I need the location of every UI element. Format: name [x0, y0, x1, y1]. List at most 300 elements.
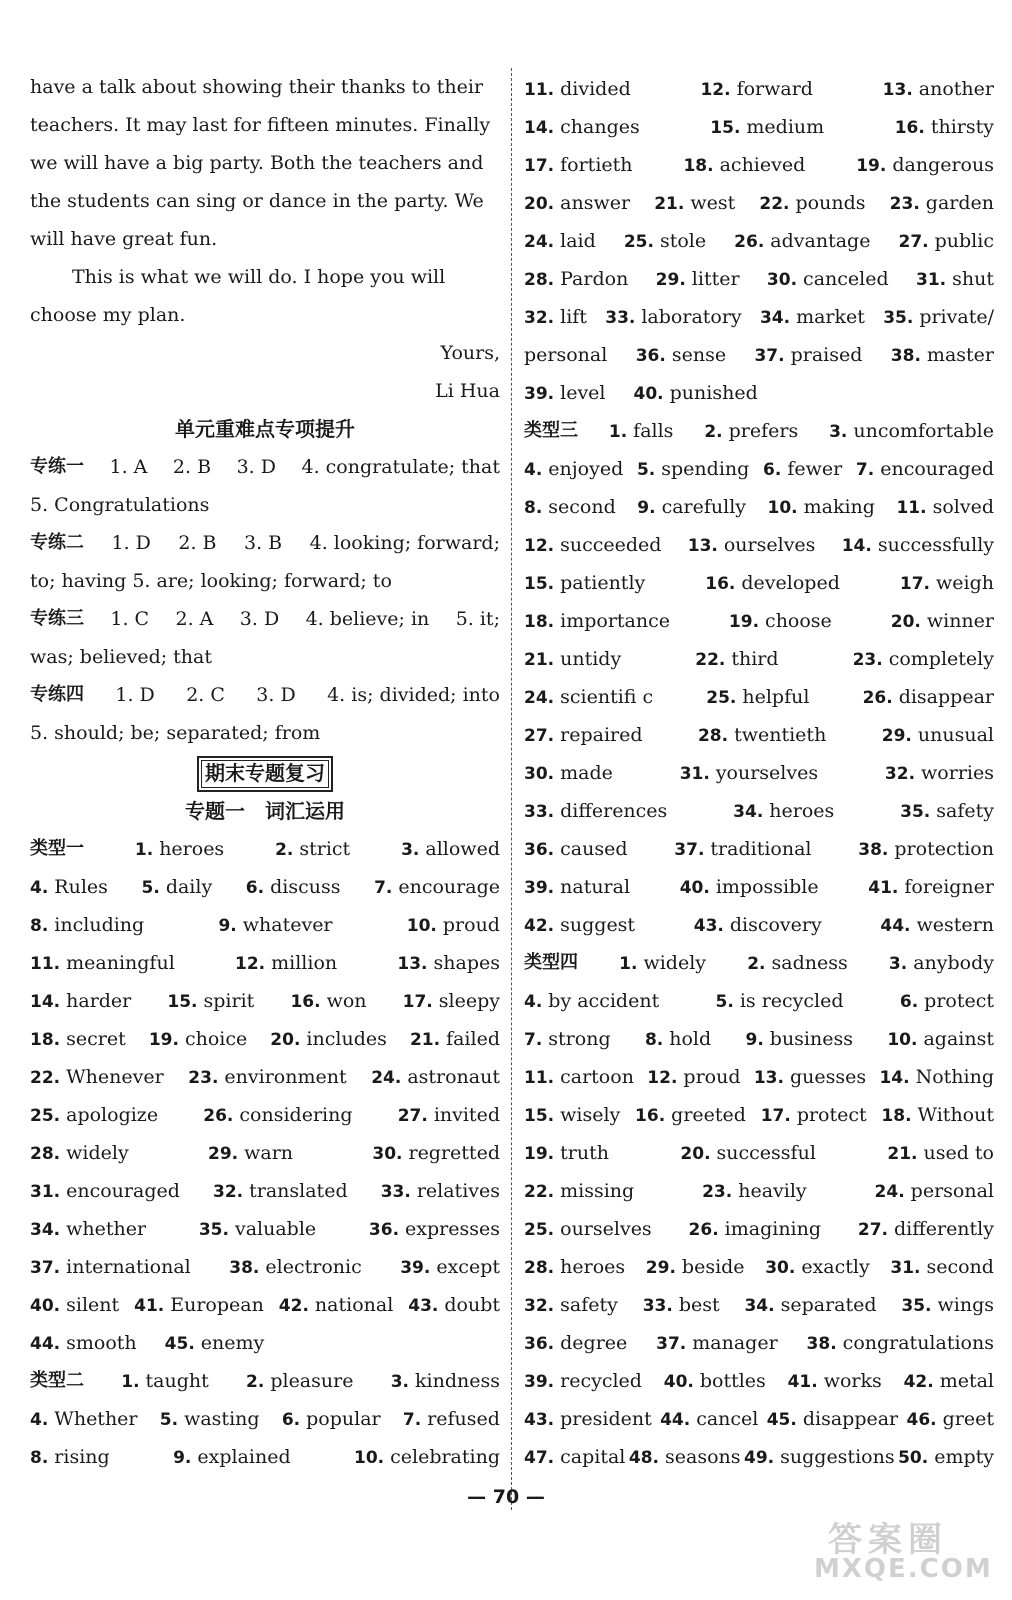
answer-word: congratulations: [842, 1332, 994, 1354]
answer-word: patiently: [560, 572, 646, 594]
answer-word: laboratory: [641, 306, 742, 328]
answer-number: 4.: [30, 1410, 49, 1430]
answer-item: [524, 1438, 625, 1476]
answer-number: 5.: [636, 460, 656, 480]
answer-item: [680, 1134, 816, 1172]
answer-number: 40.: [633, 384, 664, 404]
answer-number: 21.: [887, 1144, 918, 1164]
answer-number: 39.: [524, 878, 555, 898]
answer-number: 40.: [663, 1372, 694, 1392]
letter-line: teachers. It may last for fifteen minutes. Finally: [30, 114, 491, 136]
answer-item: [30, 982, 131, 1020]
answer-word: best: [678, 1294, 720, 1316]
answer-word: private/: [919, 306, 994, 328]
answer-word: carefully: [661, 496, 747, 518]
drill-answer: 1. C: [110, 608, 150, 630]
answer-row: [30, 1210, 500, 1248]
answer-word: punished: [669, 382, 758, 404]
answer-item: [710, 108, 824, 146]
answer-number: 24.: [524, 688, 555, 708]
answer-number: 29.: [645, 1258, 676, 1278]
drill-row: [30, 448, 500, 486]
answer-row: [524, 640, 994, 678]
answer-word: disappear: [898, 686, 994, 708]
answer-item: [30, 1020, 126, 1058]
answer-number: 46.: [906, 1410, 937, 1430]
answer-word: fortieth: [560, 154, 633, 176]
answer-item: [881, 1096, 994, 1134]
answer-word: foreigner: [904, 876, 994, 898]
answer-item: [887, 1134, 994, 1172]
answer-number: 10.: [406, 916, 437, 936]
answer-item: [664, 1362, 766, 1400]
answer-word: by accident: [548, 990, 660, 1012]
answer-item: [270, 1020, 387, 1058]
answer-item: [863, 678, 994, 716]
answer-item: [524, 450, 623, 488]
answer-word: master: [926, 344, 994, 366]
answer-item: [142, 868, 213, 906]
answer-item: [754, 1058, 866, 1096]
answer-item: [524, 792, 667, 830]
answer-item: [609, 412, 674, 450]
answer-word: warn: [244, 1142, 294, 1164]
answer-word: taught: [145, 1370, 209, 1392]
answer-word: Whenever: [66, 1066, 164, 1088]
answer-word: business: [769, 1028, 853, 1050]
answer-word: anybody: [913, 952, 994, 974]
drill-answer: 3. B: [244, 532, 283, 554]
answer-number: 43.: [693, 916, 724, 936]
answer-item: [745, 1020, 853, 1058]
answer-number: 10.: [887, 1030, 918, 1050]
answer-item: [694, 906, 822, 944]
answer-item: [403, 1400, 500, 1438]
watermark-text: 答案圈: [828, 1520, 948, 1560]
answer-word: forward: [736, 78, 813, 100]
answer-word: second: [926, 1256, 994, 1278]
answer-word: solved: [932, 496, 994, 518]
drill-answer: 4. congratulate; that: [301, 456, 500, 478]
type-three-answers: [524, 412, 994, 944]
drill-answer: 3. D: [236, 456, 276, 478]
answer-word: regretted: [408, 1142, 500, 1164]
answer-word: suggest: [560, 914, 636, 936]
answer-number: 35.: [198, 1220, 229, 1240]
answer-number: 16.: [705, 574, 736, 594]
drill-answer: 5. it;: [455, 608, 500, 630]
answer-word: guesses: [789, 1066, 867, 1088]
answer-row: [524, 564, 994, 602]
answer-number: 2.: [747, 954, 766, 974]
answer-item: [883, 298, 994, 336]
answer-word: president: [560, 1408, 652, 1430]
answer-item: [896, 488, 994, 526]
answer-item: [906, 1400, 994, 1438]
answer-item: [279, 1286, 393, 1324]
answer-number: 11.: [524, 1068, 555, 1088]
answer-item: [761, 1096, 867, 1134]
answer-item: [647, 1058, 740, 1096]
answer-number: 39.: [524, 1372, 555, 1392]
answer-number: 10.: [767, 498, 798, 518]
answer-item: [660, 1400, 758, 1438]
answer-number: 12.: [700, 80, 731, 100]
answer-item: [524, 298, 587, 336]
answer-item: [807, 1324, 994, 1362]
answer-number: 9.: [173, 1448, 192, 1468]
answer-word: heroes: [560, 1256, 626, 1278]
answer-item: [524, 108, 640, 146]
answer-word: harder: [66, 990, 132, 1012]
answer-item: [900, 982, 994, 1020]
answer-item: [524, 1210, 652, 1248]
answer-number: 16.: [894, 118, 925, 138]
page-number: — 70 —: [467, 1486, 545, 1508]
answer-item: [218, 906, 332, 944]
answer-item: [619, 944, 706, 982]
answer-item: [381, 1172, 500, 1210]
drill-label: 专练一: [30, 456, 84, 477]
answer-item: [695, 640, 778, 678]
answer-word: meaningful: [66, 952, 175, 974]
answer-item: [683, 146, 805, 184]
answer-number: 5.: [715, 992, 734, 1012]
answer-word: beside: [681, 1256, 745, 1278]
answer-word: canceled: [803, 268, 889, 290]
drill-row: [30, 562, 500, 600]
answer-word: second: [548, 496, 616, 518]
answer-word: impossible: [715, 876, 819, 898]
answer-word: medium: [746, 116, 825, 138]
answer-item: [704, 412, 798, 450]
answer-word: fewer: [787, 458, 843, 480]
answer-number: 12.: [647, 1068, 678, 1088]
answer-item: [30, 1134, 129, 1172]
answer-number: 9.: [637, 498, 656, 518]
answer-number: 29.: [655, 270, 686, 290]
answer-number: 3.: [390, 1372, 409, 1392]
answer-item: [829, 412, 994, 450]
closing-line: choose my plan.: [30, 304, 186, 326]
answer-number: 26.: [734, 232, 765, 252]
answer-item: [30, 868, 108, 906]
answer-number: 11.: [896, 498, 927, 518]
answer-number: 42.: [524, 916, 555, 936]
answer-word: electronic: [265, 1256, 362, 1278]
answer-word: divided: [560, 78, 631, 100]
answer-item: [706, 678, 809, 716]
answer-number: 23.: [852, 650, 883, 670]
answer-word: strong: [548, 1028, 611, 1050]
answer-word: litter: [691, 268, 740, 290]
answer-word: manager: [692, 1332, 778, 1354]
answer-number: 11.: [30, 954, 61, 974]
answer-number: 13.: [397, 954, 428, 974]
answer-item: [890, 1248, 994, 1286]
answer-item: [887, 1020, 994, 1058]
answer-word: heroes: [159, 838, 225, 860]
answer-item: [524, 1362, 642, 1400]
answer-word: scientifi c: [560, 686, 654, 708]
answer-item: [645, 1020, 711, 1058]
answer-number: 37.: [656, 1334, 687, 1354]
answer-number: 33.: [524, 802, 555, 822]
answer-item: [524, 1248, 625, 1286]
answer-item: [635, 1096, 746, 1134]
answer-word: discuss: [270, 876, 341, 898]
answer-row: [30, 1248, 500, 1286]
unit-title: 单元重难点专项提升: [175, 417, 355, 441]
answer-number: 24.: [874, 1182, 905, 1202]
answer-row: [524, 1400, 994, 1438]
answer-number: 31.: [30, 1182, 61, 1202]
answer-number: 38.: [229, 1258, 260, 1278]
answer-item: [524, 982, 659, 1020]
right-column: [524, 70, 994, 1476]
answer-item: [30, 1172, 180, 1210]
answer-row: [30, 830, 500, 868]
answer-row: [524, 602, 994, 640]
answer-number: 20.: [680, 1144, 711, 1164]
answer-row: [524, 336, 994, 374]
answer-item: [729, 602, 832, 640]
answer-row: [30, 1096, 500, 1134]
answer-word: laid: [560, 230, 596, 252]
answer-number: 39.: [524, 384, 555, 404]
answer-word: safety: [936, 800, 994, 822]
answer-item: [524, 602, 670, 640]
answer-row: [30, 1286, 500, 1324]
answer-word: differences: [560, 800, 668, 822]
type-label: 类型二: [30, 1370, 84, 1391]
answer-number: 22.: [759, 194, 790, 214]
answer-item: [853, 640, 994, 678]
answer-word: changes: [560, 116, 640, 138]
answer-row: [30, 1058, 500, 1096]
answer-item: [524, 1020, 611, 1058]
answer-word: thirsty: [930, 116, 994, 138]
answer-item: [868, 868, 994, 906]
answer-row: [30, 1020, 500, 1058]
answer-item: [734, 222, 870, 260]
answer-item: [759, 184, 865, 222]
answer-number: 44.: [30, 1334, 61, 1354]
answer-word: seasons: [665, 1446, 741, 1468]
answer-number: 36.: [368, 1220, 400, 1240]
answer-item: [208, 1134, 293, 1172]
answer-number: 27.: [898, 232, 929, 252]
answer-word: third: [731, 648, 779, 670]
answer-number: 2.: [246, 1372, 265, 1392]
answer-word: west: [690, 192, 736, 214]
answer-word: wings: [937, 1294, 994, 1316]
answer-number: 4.: [30, 878, 49, 898]
answer-word: imagining: [724, 1218, 822, 1240]
answer-row: [524, 1058, 994, 1096]
answer-number: 28.: [524, 1258, 555, 1278]
answer-number: 14.: [30, 992, 61, 1012]
answer-row: [524, 526, 994, 564]
answer-word: European: [170, 1294, 264, 1316]
answer-word: spending: [661, 458, 750, 480]
answer-item: [407, 906, 500, 944]
answer-word: popular: [306, 1408, 381, 1430]
answer-item: [891, 602, 994, 640]
answer-word: achieved: [719, 154, 806, 176]
drill-row: [30, 600, 500, 638]
answer-item: [398, 1096, 500, 1134]
answer-item: [768, 488, 875, 526]
answer-word: is recycled: [739, 990, 844, 1012]
answer-word: shut: [952, 268, 994, 290]
type-two-answers: [30, 1362, 500, 1476]
answer-number: 38.: [858, 840, 889, 860]
answer-word: market: [796, 306, 865, 328]
answer-word: wisely: [560, 1104, 621, 1126]
answer-number: 9.: [745, 1030, 764, 1050]
answer-word: smooth: [66, 1332, 137, 1354]
answer-item: [646, 1248, 745, 1286]
answer-row: [524, 70, 994, 108]
answer-number: 43.: [408, 1296, 439, 1316]
answer-number: 21.: [654, 194, 685, 214]
letter-line: have a talk about showing their thanks to their: [30, 76, 484, 98]
answer-item: [199, 1210, 316, 1248]
answer-number: 5.: [141, 878, 160, 898]
drill-answer: 5. Congratulations: [30, 494, 210, 516]
answer-row: [524, 1324, 994, 1362]
answer-word: choose: [765, 610, 832, 632]
answer-word: capital: [560, 1446, 626, 1468]
answer-item: [524, 754, 613, 792]
answer-item: [246, 1362, 353, 1400]
answer-item: [374, 868, 500, 906]
answer-row: [524, 412, 994, 450]
answer-item: [403, 982, 500, 1020]
answer-number: 6.: [245, 878, 265, 898]
answer-item: [30, 1400, 138, 1438]
drill-answer: to; having 5. are; looking; forward; to: [30, 570, 392, 592]
letter-closing: [30, 258, 500, 334]
answer-word: another: [918, 78, 994, 100]
answer-number: 23.: [889, 194, 920, 214]
answer-word: prefers: [728, 420, 799, 442]
answer-number: 1.: [619, 954, 638, 974]
answer-item: [524, 70, 631, 108]
answer-item: [524, 374, 606, 412]
drill-row: [30, 486, 500, 524]
answer-word: suggestions: [780, 1446, 895, 1468]
answer-word: helpful: [742, 686, 810, 708]
letter-signature: Li Hua: [435, 380, 500, 402]
answer-number: 7.: [855, 460, 875, 480]
answer-item: [904, 1362, 994, 1400]
answer-row: [30, 944, 500, 982]
answer-number: 25.: [524, 1220, 555, 1240]
answer-item: [656, 1324, 778, 1362]
answer-word: Pardon: [560, 268, 629, 290]
drill-row: [30, 524, 500, 562]
answer-row: [30, 1438, 500, 1476]
answer-item: [636, 336, 726, 374]
answer-row: [524, 222, 994, 260]
answer-word: cancel: [696, 1408, 759, 1430]
answer-word: succeeded: [560, 534, 662, 556]
answer-word: successful: [716, 1142, 816, 1164]
answer-number: 41.: [868, 878, 899, 898]
answer-number: 18.: [683, 156, 714, 176]
answer-word: translated: [249, 1180, 348, 1202]
answer-item: [30, 944, 175, 982]
answer-number: 34.: [744, 1296, 775, 1316]
answer-number: 6.: [899, 992, 919, 1012]
answer-item: [30, 906, 144, 944]
answer-number: 15.: [524, 1106, 555, 1126]
answer-number: 8.: [644, 1030, 664, 1050]
answer-number: 41.: [134, 1296, 165, 1316]
drill-label: 专练四: [30, 684, 84, 705]
answer-item: [524, 564, 645, 602]
answer-item: [899, 222, 994, 260]
answer-word: sleepy: [438, 990, 500, 1012]
answer-item: [875, 1172, 994, 1210]
answer-word: proud: [442, 914, 500, 936]
answer-row: [30, 1324, 500, 1362]
answer-item: [524, 146, 633, 184]
answer-item: [524, 184, 630, 222]
answer-number: 6.: [763, 460, 782, 480]
answer-item: [524, 222, 596, 260]
answer-item: [767, 1400, 898, 1438]
answer-word: choice: [184, 1028, 248, 1050]
answer-item: [689, 1210, 822, 1248]
answer-word: sadness: [771, 952, 848, 974]
answer-item: [744, 1438, 895, 1476]
letter-line: will have great fun.: [30, 228, 218, 250]
answer-item: [733, 792, 834, 830]
answer-item: [674, 830, 811, 868]
answer-item: [624, 222, 706, 260]
answer-number: 37.: [674, 840, 705, 860]
answer-number: 17.: [899, 574, 930, 594]
answer-word: ourselves: [723, 534, 816, 556]
answer-number: 19.: [148, 1030, 179, 1050]
drills-section: [30, 448, 500, 752]
answer-item: [213, 1172, 348, 1210]
answer-number: 22.: [524, 1182, 555, 1202]
drill-answer: 4. is; divided; into: [327, 684, 500, 706]
answer-number: 27.: [397, 1106, 428, 1126]
answer-word: hold: [669, 1028, 712, 1050]
answer-row: [524, 982, 994, 1020]
answer-item: [856, 450, 994, 488]
answer-item: [900, 792, 994, 830]
answer-item: [524, 1058, 634, 1096]
answer-number: 34.: [759, 308, 791, 328]
drill-answer: 3. D: [256, 684, 296, 706]
answer-word: expresses: [405, 1218, 500, 1240]
answer-word: daily: [165, 876, 213, 898]
answer-number: 48.: [628, 1448, 659, 1468]
answer-word: uncomfortable: [853, 420, 994, 442]
type-label: 类型三: [524, 420, 578, 441]
answer-number: 29.: [208, 1144, 239, 1164]
answer-row: [524, 830, 994, 868]
answer-item: [879, 1058, 994, 1096]
answer-row: [524, 184, 994, 222]
answer-number: 35.: [900, 802, 931, 822]
